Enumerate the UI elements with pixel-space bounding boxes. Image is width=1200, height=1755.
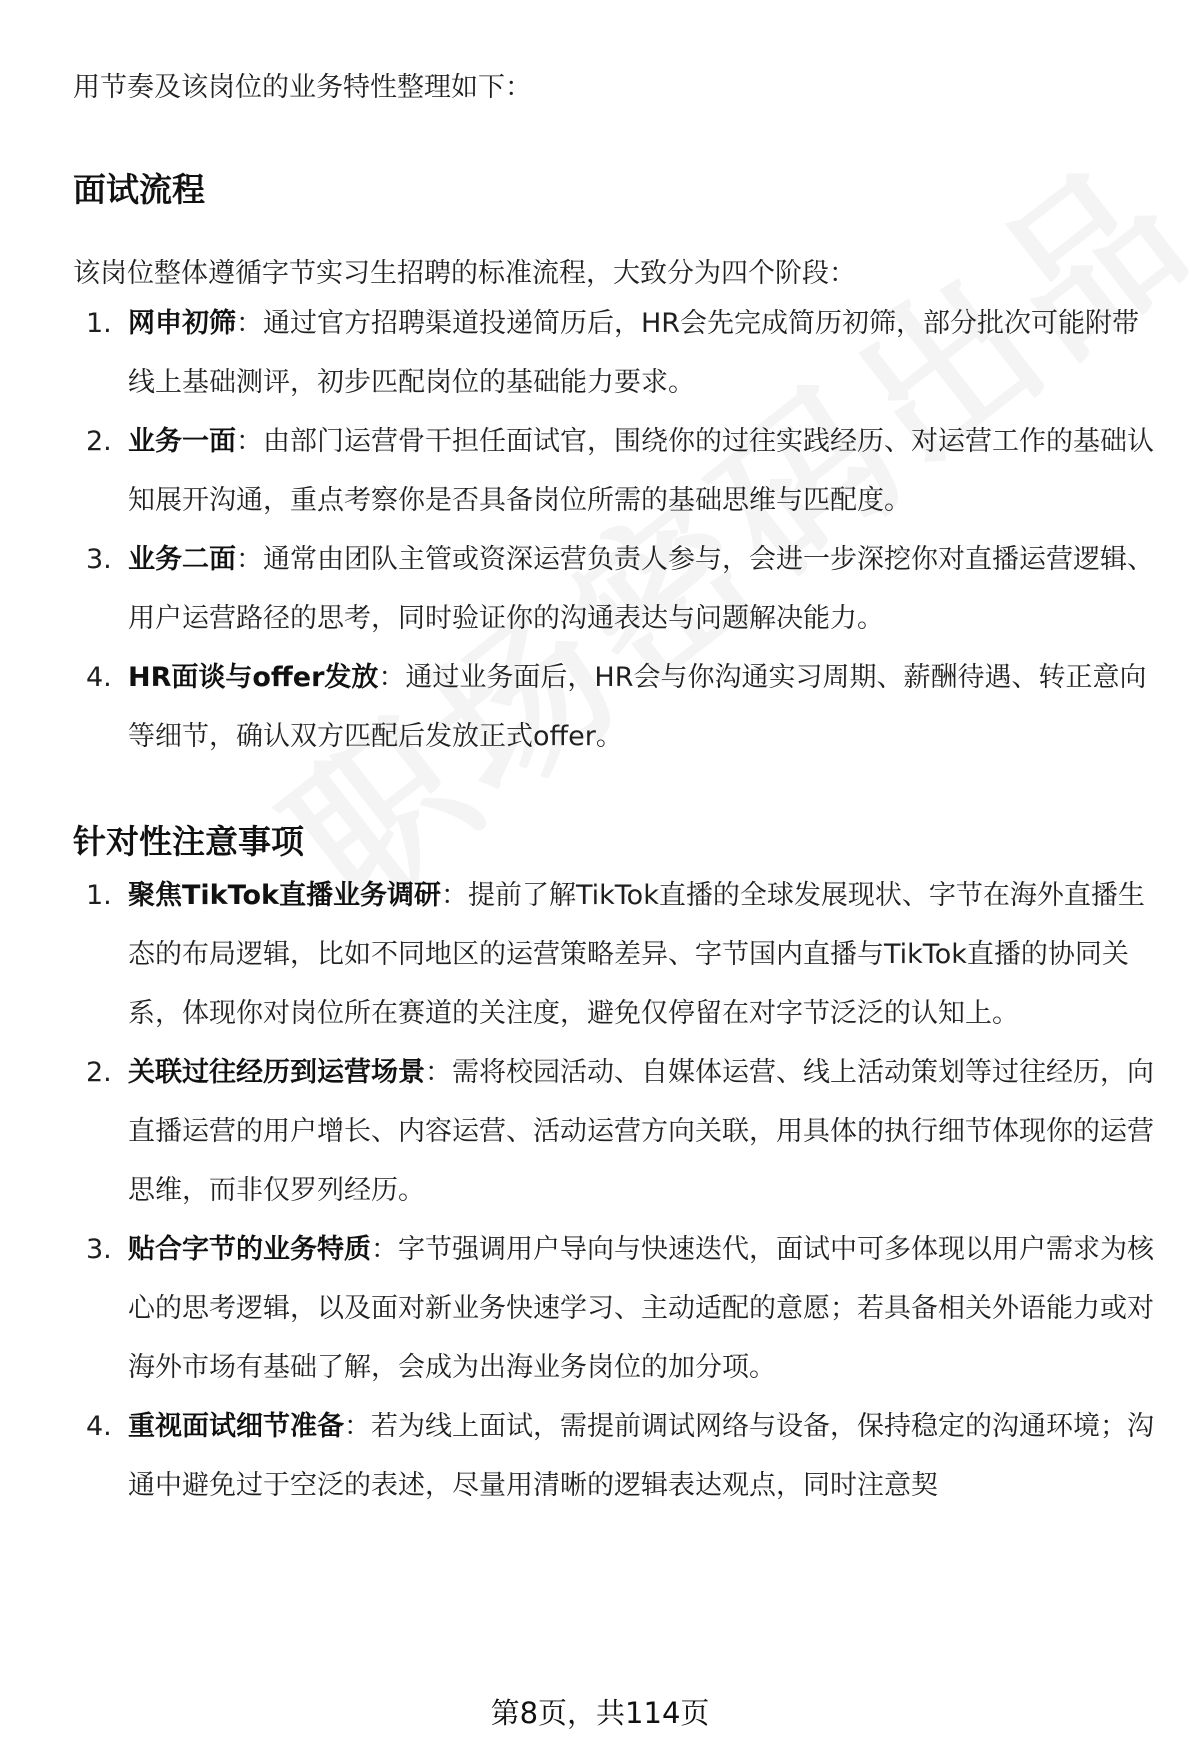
list-item-text: ：需将校园活动、自媒体运营、线上活动策划等过往经历，向直播运营的用户增长、内容运营、活动运营方向关联，用具体的执行细节体现你的运营思维，而非仅罗列经历。 xyxy=(128,1057,1154,1206)
list-number: 2. xyxy=(86,1057,112,1088)
notes-list xyxy=(73,866,1163,1515)
list-item-title: 业务一面 xyxy=(128,426,236,457)
list-item-text: ：由部门运营骨干担任面试官，围绕你的过往实践经历、对运营工作的基础认知展开沟通，重点考察你是否具备岗位所需的基础思维与匹配度。 xyxy=(128,426,1154,516)
list-item-title: 业务二面 xyxy=(128,544,236,575)
list-item xyxy=(73,1043,1163,1220)
list-number: 3. xyxy=(86,544,112,575)
list-number: 1. xyxy=(86,880,112,911)
list-item-title: 贴合字节的业务特质 xyxy=(128,1234,371,1265)
page-footer: 第8页，共114页 xyxy=(490,1696,710,1730)
list-item-text: ：通过官方招聘渠道投递简历后，HR会先完成简历初筛，部分批次可能附带线上基础测评，初步匹配岗位的基础能力要求。 xyxy=(128,308,1140,398)
list-item-title: 网申初筛 xyxy=(128,308,236,339)
list-item-text: ：通常由团队主管或资深运营负责人参与，会进一步深挖你对直播运营逻辑、用户运营路径的思考，同时验证你的沟通表达与问题解决能力。 xyxy=(128,544,1154,634)
list-item xyxy=(73,1397,1163,1515)
list-item-text: ：字节强调用户导向与快速迭代，面试中可多体现以用户需求为核心的思考逻辑，以及面对新业务快速学习、主动适配的意愿；若具备相关外语能力或对海外市场有基础了解，会成为出海业务岗位的加分项。 xyxy=(128,1234,1154,1383)
list-number: 4. xyxy=(86,662,112,693)
list-item-title: 聚焦TikTok直播业务调研 xyxy=(128,880,441,911)
list-item-title: HR面谈与offer发放 xyxy=(128,662,379,693)
list-item xyxy=(73,866,1163,1043)
list-number: 2. xyxy=(86,426,112,457)
interview-process-list xyxy=(73,294,1163,766)
section-lead: 该岗位整体遵循字节实习生招聘的标准流程，大致分为四个阶段： xyxy=(73,258,856,289)
list-item xyxy=(73,294,1163,412)
intro-text: 用节奏及该岗位的业务特性整理如下： xyxy=(73,72,532,103)
list-item-title: 重视面试细节准备 xyxy=(128,1411,344,1442)
list-number: 3. xyxy=(86,1234,112,1265)
list-number: 4. xyxy=(86,1411,112,1442)
list-item-text: ：通过业务面后，HR会与你沟通实习周期、薪酬待遇、转正意向等细节，确认双方匹配后发放正式offer。 xyxy=(128,662,1147,752)
section-heading-interview-process: 面试流程 xyxy=(73,170,205,209)
list-item xyxy=(73,412,1163,530)
list-item xyxy=(73,530,1163,648)
list-item-text: ：若为线上面试，需提前调试网络与设备，保持稳定的沟通环境；沟通中避免过于空泛的表述，尽量用清晰的逻辑表达观点，同时注意契 xyxy=(128,1411,1154,1501)
section-heading-notes: 针对性注意事项 xyxy=(73,822,304,861)
list-number: 1. xyxy=(86,308,112,339)
list-item-title: 关联过往经历到运营场景 xyxy=(128,1057,425,1088)
list-item-text: ：提前了解TikTok直播的全球发展现状、字节在海外直播生态的布局逻辑，比如不同地区的运营策略差异、字节国内直播与TikTok直播的协同关系，体现你对岗位所在赛道的关注度，避免仅停留在对字节泛泛的认知上。 xyxy=(128,880,1145,1029)
list-item xyxy=(73,1220,1163,1397)
page-content xyxy=(73,68,1163,1515)
list-item xyxy=(73,648,1163,766)
